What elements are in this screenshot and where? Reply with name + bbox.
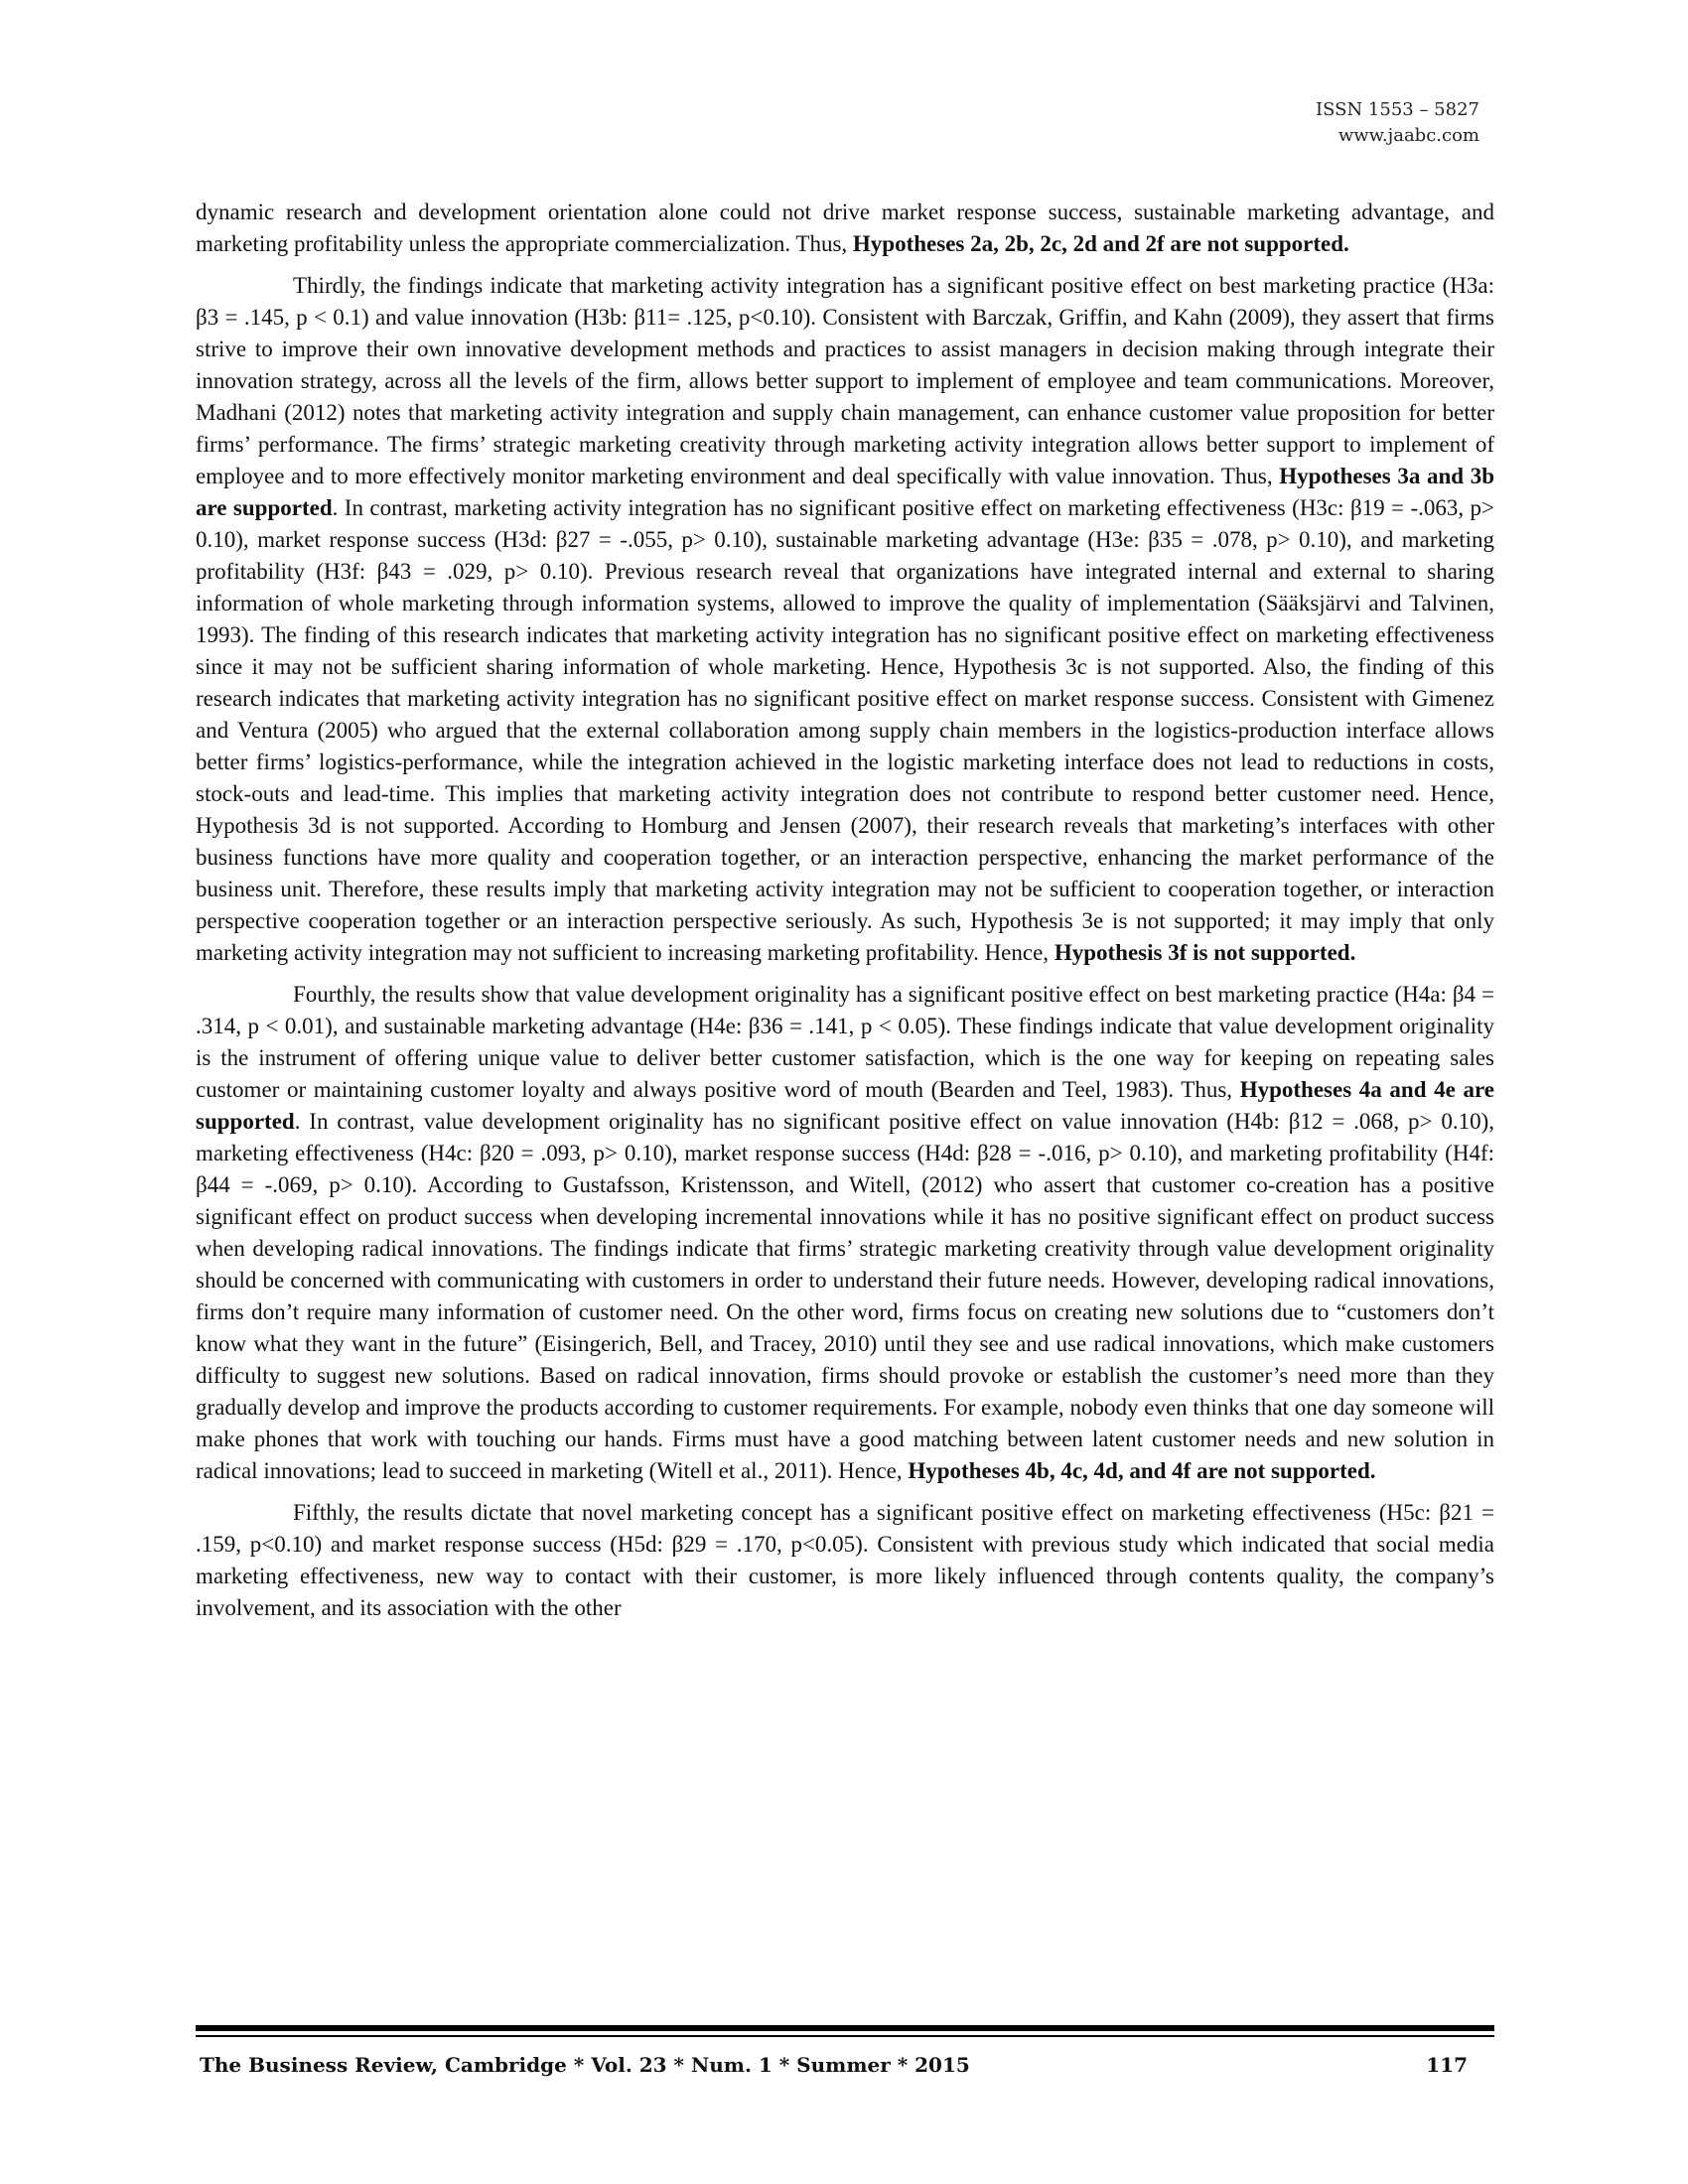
page-number: 117 [1426,2053,1468,2077]
text-run: dynamic research and development orientation alone could not drive market response success, sustainable marketing advantage, and marketing profitability unless the appropriate commercialization. Thus, [196,200,1494,256]
journal-citation: The Business Review, Cambridge * Vol. 23 * Num. 1 * Summer * 2015 [200,2053,970,2077]
bold-text-run: Hypotheses 4b, 4c, 4d, and 4f are not supported. [908,1458,1376,1483]
text-run: . In contrast, value development originality has no significant positive effect on value innovation (H4b: β12 = .068, p> 0.10), marketing effectiveness (H4c: β20 = .093, p> 0.10), market response success (H4d: β28 = -.016, p> 0.10), and marketing profitability (H4f: β44 = -.069, p> 0.10). According to Gustafsson, Kristensson, and Witell, (2012) who assert that customer co-creation has a positive significant effect on product success when developing incremental innovations while it has no positive significant effect on product success when developing radical innovations. The findings indicate that firms’ strategic marketing creativity through value development originality should be concerned with communicating with customers in order to understand their future needs. However, developing radical innovations, firms don’t require many information of customer need. On the other word, firms focus on creating new solutions due to “customers don’t know what they want in the future” (Eisingerich, Bell, and Tracey, 2010) until they see and use radical innovations, which make customers difficulty to suggest new solutions. Based on radical innovation, firms should provoke or establish the customer’s need more than they gradually develop and improve the products according to customer requirements. For example, nobody even thinks that one day someone will make phones that work with touching our hands. Firms must have a good matching between latent customer needs and new solution in radical innovations; lead to succeed in marketing (Witell et al., 2011). Hence, [196,1109,1494,1483]
footer-rule-thin [196,2035,1494,2037]
text-run: Fourthly, the results show that value development originality has a significant positive effect on best marketing practice (H4a: β4 = .314, p < 0.01), and sustainable marketing advantage (H4e: β36 = .141, p < 0.05). These findings indicate that value development originality is the instrument of offering unique value to deliver better customer satisfaction, which is the one way for keeping on repeating sales customer or maintaining customer loyalty and always positive word of mouth (Bearden and Teel, 1983). Thus, [196,982,1494,1102]
text-run: . In contrast, marketing activity integration has no significant positive effect on marketing effectiveness (H3c: β19 = -.063, p> 0.10), market response success (H3d: β27 = -.055, p> 0.10), sustainable marketing advantage (H3e: β35 = .078, p> 0.10), and marketing profitability (H3f: β43 = .029, p> 0.10). Previous research reveal that organizations have integrated internal and external to sharing information of whole marketing through information systems, allowed to improve the quality of implementation (Sääksjärvi and Talvinen, 1993). The finding of this research indicates that marketing activity integration has no significant positive effect on marketing effectiveness since it may not be sufficient sharing information of whole marketing. Hence, Hypothesis 3c is not supported. Also, the finding of this research indicates that marketing activity integration has no significant positive effect on market response success. Consistent with Gimenez and Ventura (2005) who argued that the external collaboration among supply chain members in the logistics-production interface allows better firms’ logistics-performance, while the integration achieved in the logistic marketing interface does not lead to reductions in costs, stock-outs and lead-time. This implies that marketing activity integration does not contribute to respond better customer need. Hence, Hypothesis 3d is not supported. According to Homburg and Jensen (2007), their research reveals that marketing’s interfaces with other business functions have more quality and cooperation together, or an interaction perspective, enhancing the market performance of the business unit. Therefore, these results imply that marketing activity integration may not be sufficient to cooperation together, or interaction perspective cooperation together or an interaction perspective seriously. As such, Hypothesis 3e is not supported; it may imply that only marketing activity integration may not sufficient to increasing marketing profitability. Hence, [196,495,1494,965]
text-run: Fifthly, the results dictate that novel marketing concept has a significant positive effect on marketing effectiveness (H5c: β21 = .159, p<0.10) and market response success (H5d: β29 = .170, p<0.05). Consistent with previous study which indicated that social media marketing effectiveness, new way to contact with their customer, is more likely influenced through contents quality, the company’s involvement, and its association with the other [196,1500,1494,1620]
issn-label: ISSN 1553 – 5827 [1316,99,1479,120]
body-paragraph [196,197,1494,260]
bold-text-run: Hypotheses 3a and 3b are supported [196,464,1494,520]
bold-text-run: Hypothesis 3f is not supported. [1054,940,1356,965]
text-run: Thirdly, the findings indicate that marketing activity integration has a significant positive effect on best marketing practice (H3a: β3 = .145, p < 0.1) and value innovation (H3b: β11= .125, p<0.10). Consistent with Barczak, Griffin, and Kahn (2009), they assert that firms strive to improve their own innovative development methods and practices to assist managers in decision making through integrate their innovation strategy, across all the levels of the firm, allows better support to implement of employee and team communications. Moreover, Madhani (2012) notes that marketing activity integration and supply chain management, can enhance customer value proposition for better firms’ performance. The firms’ strategic marketing creativity through marketing activity integration allows better support to implement of employee and to more effectively monitor marketing environment and deal specifically with value innovation. Thus, [196,273,1494,488]
body-paragraph [196,270,1494,969]
page-header [1316,97,1479,149]
website-link[interactable]: www.jaabc.com [1337,125,1479,146]
body-paragraph [196,979,1494,1487]
bold-text-run: Hypotheses 4a and 4e are supported [196,1077,1494,1134]
bold-text-run: Hypotheses 2a, 2b, 2c, 2d and 2f are not supported. [852,231,1349,256]
footer-rule-thick [196,2025,1494,2031]
body-text [196,197,1494,1634]
body-paragraph [196,1497,1494,1624]
